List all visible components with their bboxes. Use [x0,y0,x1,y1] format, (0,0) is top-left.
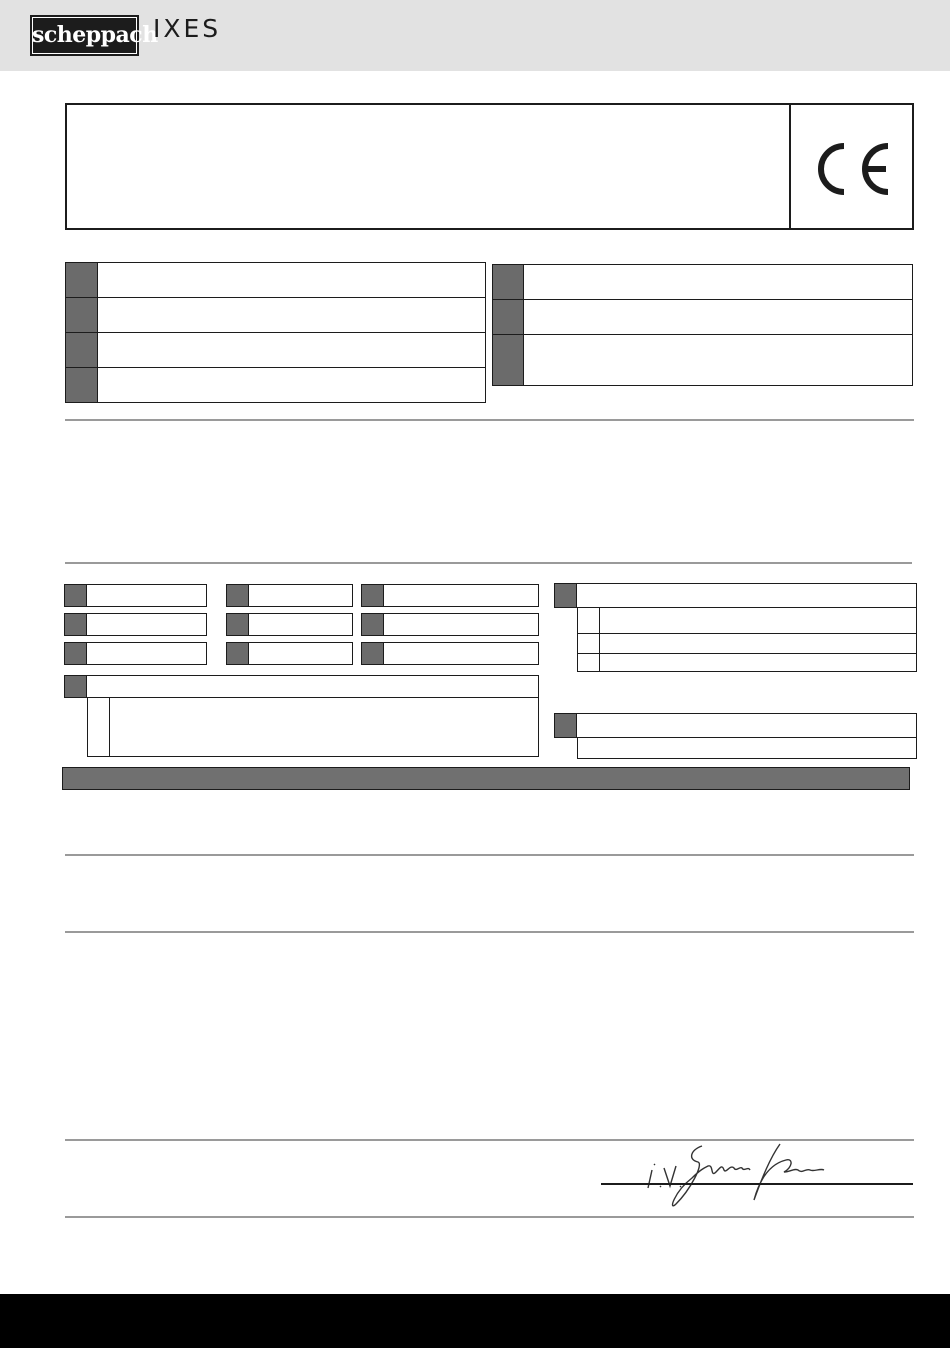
section-bar [62,767,910,790]
form-row [65,332,486,368]
directive-box [361,613,539,636]
separator-line [65,419,914,421]
directive-code-cell [227,585,249,606]
ce-divider [789,103,791,230]
separator-line [65,1216,914,1218]
directive-code-cell [65,676,87,697]
language-code-cell [66,368,98,402]
language-code-cell [66,298,98,332]
directive-sub-box [87,697,539,757]
directive-code-cell [227,643,249,664]
ce-mark-icon [808,140,894,198]
language-code-cell [66,263,98,297]
directive-code-cell [65,585,87,606]
form-row [492,334,913,386]
footer-band [0,1294,950,1348]
separator-line [65,854,914,856]
directive-code-cell [362,614,384,635]
form-row [65,262,486,298]
sub-row-divider [599,607,600,634]
directive-code-cell [555,714,577,737]
directive-box [554,583,917,608]
separator-line [65,931,914,933]
directive-code-cell [362,643,384,664]
language-code-cell [493,265,524,299]
directive-code-cell [65,643,87,664]
form-row [492,264,913,300]
directive-sub-row [577,633,917,654]
language-code-cell [66,333,98,367]
form-row [492,299,913,335]
form-row [65,297,486,333]
directive-sub-row [577,737,917,759]
form-row [65,367,486,403]
directive-box [361,584,539,607]
handwritten-signature [630,1138,830,1212]
sub-box-divider [109,697,110,757]
separator-line [65,562,912,564]
language-code-cell [493,300,524,334]
scheppach-logo: scheppach [30,15,139,56]
sub-row-divider [599,653,600,672]
directive-box [361,642,539,665]
directive-sub-row [577,653,917,672]
directive-code-cell [555,584,577,607]
directive-box [64,675,539,698]
signature-line [601,1183,913,1185]
directive-box [554,713,917,738]
ixes-logo: IXES [153,14,222,43]
directive-code-cell [362,585,384,606]
language-code-cell [493,335,524,385]
directive-code-cell [65,614,87,635]
sub-row-divider [599,633,600,654]
declaration-title-box [65,103,914,230]
directive-sub-row [577,607,917,634]
directive-code-cell [227,614,249,635]
